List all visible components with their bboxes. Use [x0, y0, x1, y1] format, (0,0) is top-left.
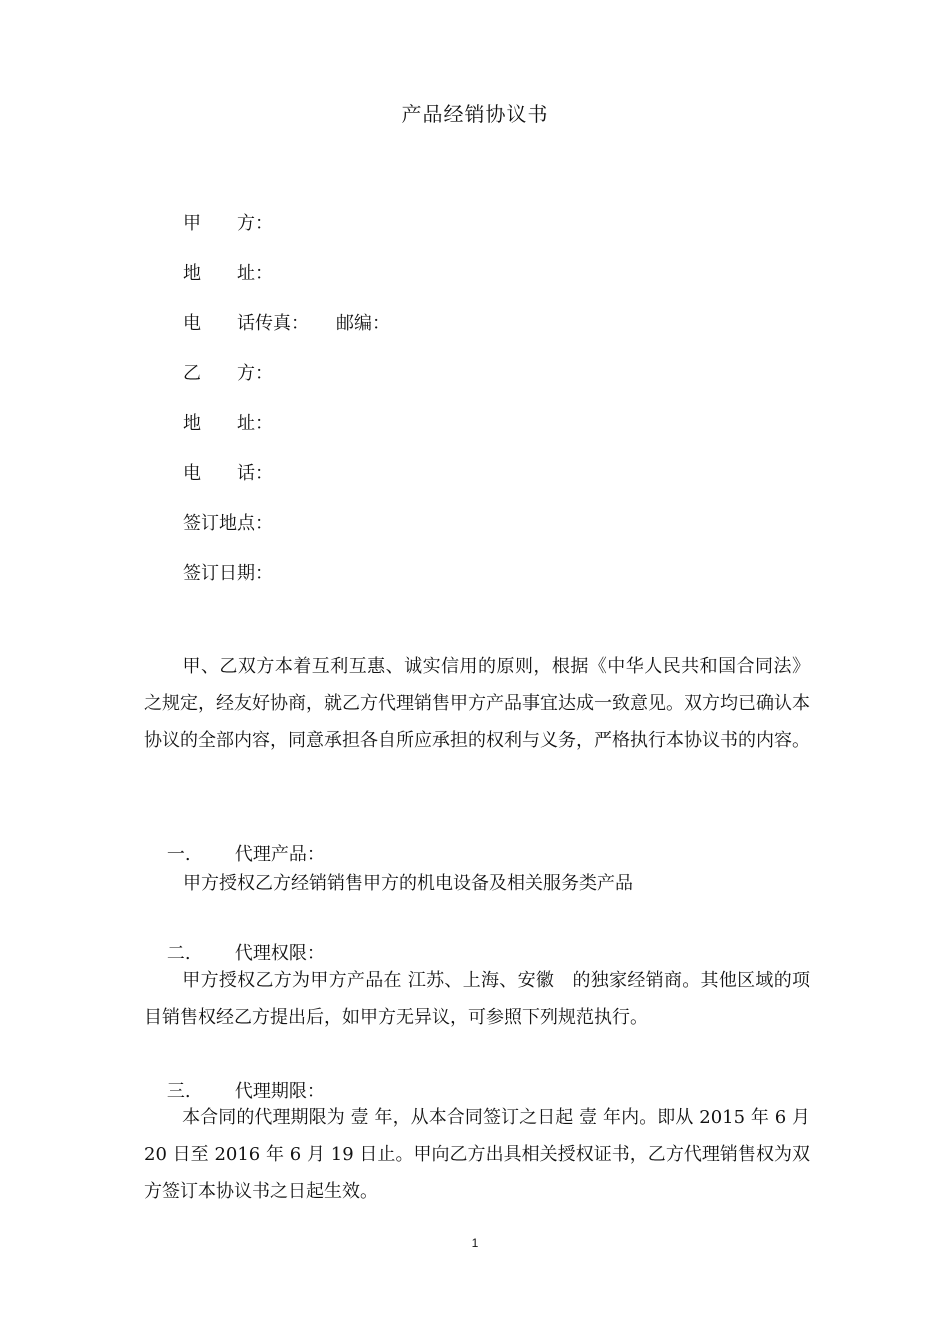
intro-paragraph	[144, 648, 810, 759]
section-title: 代理权限：	[234, 943, 325, 964]
section-body-text: 本合同的代理期限为 壹 年，从本合同签订之日起 壹 年内。即从 2015 年 6 月 20 日至 2016 年 6 月 19 日止。甲向乙方出具相关授权证书，乙方代理销售权为双方签订本协议书之日起生效。	[144, 1107, 810, 1202]
section-body-text: 甲方授权乙方为甲方产品在 江苏、上海、安徽 的独家经销商。其他区域的项目销售权经乙方提出后，如甲方无异议，可参照下列规范执行。	[144, 970, 810, 1028]
section-number: 三.	[166, 1081, 191, 1102]
section-body-2	[144, 962, 810, 1036]
address-b-field: 地 址：	[183, 413, 273, 434]
section-number: 二.	[166, 943, 191, 964]
section-title: 代理产品：	[234, 844, 325, 865]
section-title: 代理期限：	[234, 1081, 325, 1102]
section-body-3	[144, 1099, 810, 1210]
document-title: 产品经销协议书	[401, 102, 549, 126]
party-a-field: 甲 方：	[183, 213, 273, 234]
sign-date-field: 签订日期：	[183, 563, 273, 584]
intro-text: 甲、乙双方本着互利互惠、诚实信用的原则，根据《中华人民共和国合同法》之规定，经友好协商，就乙方代理销售甲方产品事宜达成一致意见。双方均已确认本协议的全部内容，同意承担各自所应承担的权利与义务，严格执行本协议书的内容。	[144, 656, 810, 751]
section-body-1: 甲方授权乙方经销销售甲方的机电设备及相关服务类产品	[183, 873, 633, 894]
phone-b-field: 电 话：	[183, 463, 273, 484]
section-number: 一.	[166, 844, 191, 865]
address-a-field: 地 址：	[183, 263, 273, 284]
phone-fax-a-field: 电 话传真： 邮编：	[183, 313, 390, 334]
page-number: 1	[471, 1236, 479, 1250]
sign-place-field: 签订地点：	[183, 513, 273, 534]
party-b-field: 乙 方：	[183, 363, 273, 384]
